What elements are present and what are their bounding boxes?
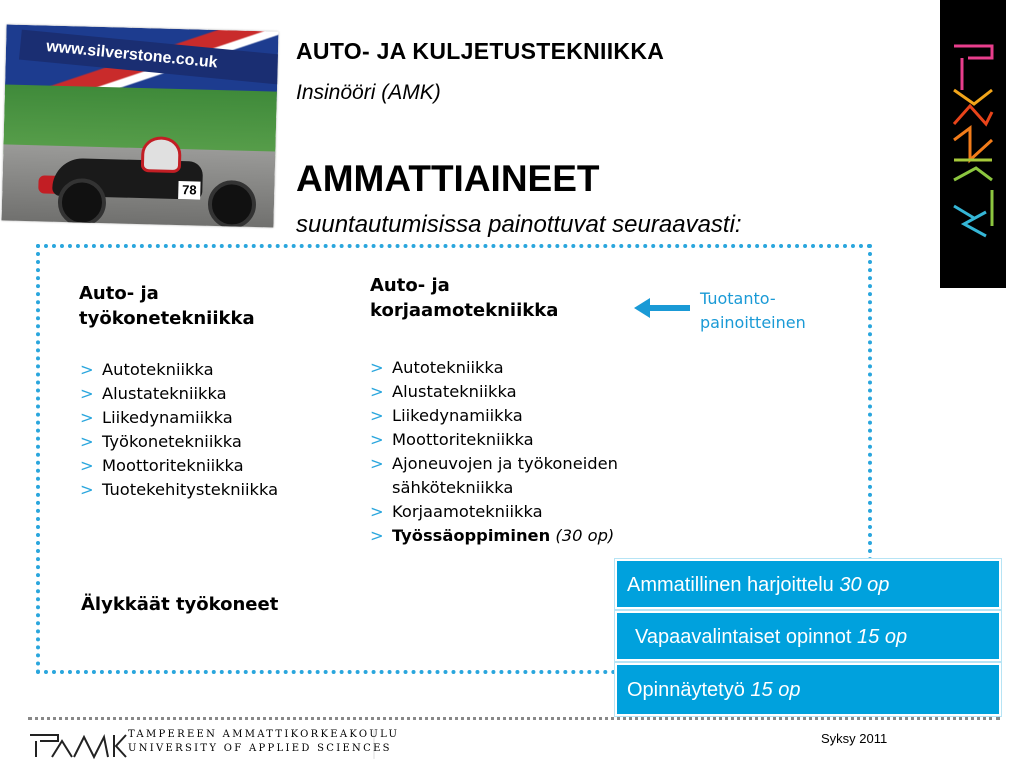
column-heading-repair: Auto- ja korjaamotekniikka [370,275,559,321]
photo-car-number: 78 [178,181,200,200]
racing-car-photo [1,24,278,227]
list-item [370,500,700,524]
list-item [370,356,700,380]
list-item-label: Alustatekniikka [392,382,517,401]
bullet-arrow: > [80,480,94,499]
bullet-arrow: > [370,526,384,545]
list-item [370,428,700,452]
footer-school-name-fi: TAMPEREEN AMMATTIKORKEAKOULU [128,729,400,740]
list-item-label: Autotekniikka [102,360,214,379]
list-item-label: Alustatekniikka [102,384,227,403]
machinery-subjects-list [80,358,350,502]
list-item-label: Liikedynamiikka [102,408,233,427]
list-item [80,478,350,502]
tamk-logo [940,0,1006,288]
bullet-arrow: > [370,454,384,473]
bullet-arrow: > [80,456,94,475]
list-item-label: Moottoritekniikka [392,430,534,449]
list-item [80,454,350,478]
list-item [80,406,350,430]
photo-driver-helmet [141,136,182,173]
work-placement-credits: (30 op) [555,526,615,545]
bullet-arrow: > [80,360,94,379]
list-item-label: Moottoritekniikka [102,456,244,475]
repair-subjects-list [370,356,700,548]
box-credits: 30 op [839,574,890,596]
bullet-arrow: > [370,382,384,401]
list-item-label: Tuotekehitystekniikka [102,480,279,499]
elective-studies-box [615,611,1001,661]
section-subheading: suuntautumisissa painottuvat seuraavasti: [296,211,742,238]
list-item-label: Työkonetekniikka [102,432,242,451]
column-heading-machinery: Auto- ja työkonetekniikka [79,283,255,329]
callout-line: painoitteinen [700,313,806,332]
box-label: Ammatillinen harjoittelu [627,574,834,596]
list-item [370,524,700,548]
bullet-arrow: > [370,430,384,449]
box-credits: 15 op [750,679,801,701]
callout-line: Tuotanto- [700,289,776,308]
photo-banner: www.silverstone.co.uk [19,30,279,85]
footer-divider [28,717,1000,720]
box-label: Opinnäytetyö [627,679,745,701]
footer-school-name-en: UNIVERSITY OF APPLIED SCIENCES [128,743,392,754]
list-item-label: Korjaamotekniikka [392,502,543,521]
list-item-label: Autotekniikka [392,358,504,377]
work-placement-label: Työssäoppiminen [392,526,551,545]
practical-training-box [615,559,1001,609]
bullet-arrow: > [370,406,384,425]
list-item [370,380,700,404]
list-item [80,358,350,382]
list-item [370,452,700,500]
list-item [370,404,700,428]
thesis-box [615,663,1001,716]
bullet-arrow: > [80,432,94,451]
list-item-label: Liikedynamiikka [392,406,523,425]
list-item [80,430,350,454]
list-item [80,382,350,406]
list-item-label: Ajoneuvojen ja työkoneiden sähkötekniikka [392,454,618,497]
footer-date: Syksy 2011 [821,731,888,746]
page-title: AUTO- JA KULJETUSTEKNIIKKA [296,38,665,64]
tamk-logo-icon [940,0,1006,288]
bullet-arrow: > [370,502,384,521]
box-credits: 15 op [857,626,908,648]
smart-machines-heading: Älykkäät työkoneet [81,594,279,615]
production-emphasis-note [700,287,806,335]
degree-subtitle: Insinööri (AMK) [296,81,441,104]
section-heading: AMMATTIAINEET [296,158,600,199]
arrow-left-icon [634,296,690,320]
bullet-arrow: > [80,408,94,427]
bullet-arrow: > [370,358,384,377]
photo-wheel [207,180,256,228]
bullet-arrow: > [80,384,94,403]
box-label: Vapaavalintaiset opinnot [635,626,852,648]
